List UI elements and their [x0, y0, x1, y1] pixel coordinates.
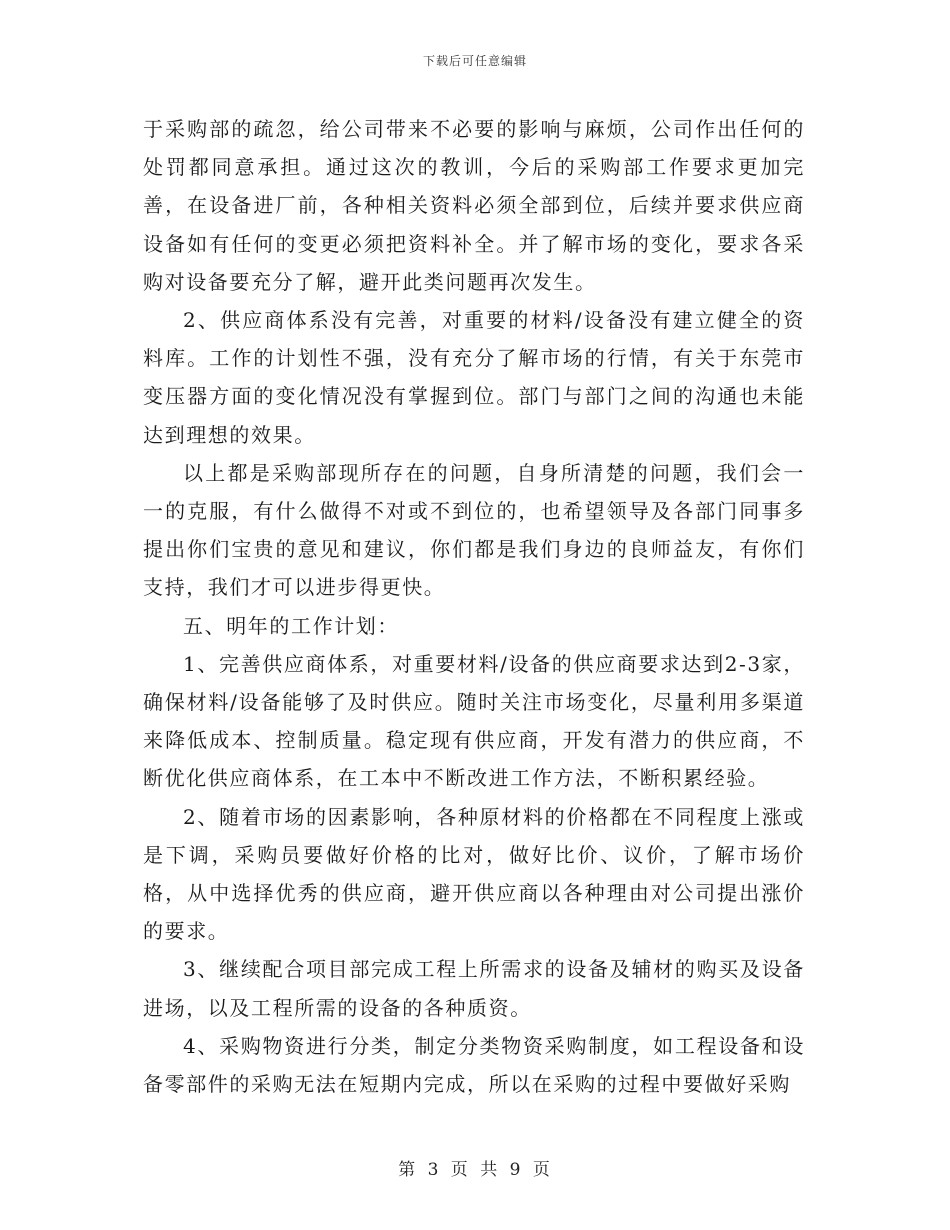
page-header: 下载后可任意编辑 — [422, 54, 527, 68]
plan-item-3: 3、继续配合项目部完成工程上所需求的设备及辅材的购买及设备进场，以及工程所需的设备的各种质资。 — [143, 957, 805, 1020]
plan-item-4: 4、采购物资进行分类，制定分类物资采购制度，如工程设备和设备零部件的采购无法在短期内完成，所以在采购的过程中要做好采购 — [143, 1033, 805, 1097]
paragraph-continuation: 于采购部的疏忽，给公司带来不必要的影响与麻烦，公司作出任何的处罚都同意承担。通过这次的教训，今后的采购部工作要求更加完善，在设备进厂前，各种相关资料必须全部到位，后续并要求供应商设备如有任何的变更必须把资料补全。并了解市场的变化，要求各采购对设备要充分了解，避开此类问题再次发生。 — [143, 117, 805, 294]
paragraph-item-2: 2、供应商体系没有完善，对重要的材料/设备没有建立健全的资料库。工作的计划性不强，没有充分了解市场的行情，有关于东莞市变压器方面的变化情况没有掌握到位。部门与部门之间的沟通也未能达到理想的效果。 — [143, 308, 805, 447]
page-footer: 第 3 页 共 9 页 — [398, 1160, 552, 1180]
document-body — [143, 110, 805, 1103]
section-heading-plan: 五、明年的工作计划： — [183, 613, 399, 638]
plan-item-1: 1、完善供应商体系，对重要材料/设备的供应商要求达到2-3家，确保材料/设备能够了及时供应。随时关注市场变化，尽量利用多渠道来降低成本、控制质量。稳定现有供应商，开发有潜力的供应商，不断优化供应商体系，在工本中不断改进工作方法，不断积累经验。 — [143, 651, 805, 791]
paragraph-summary: 以上都是采购部现所存在的问题，自身所清楚的问题，我们会一一的克服，有什么做得不对或不到位的，也希望领导及各部门同事多提出你们宝贵的意见和建议，你们都是我们身边的良师益友，有你们支持，我们才可以进步得更快。 — [143, 460, 805, 600]
plan-item-2: 2、随着市场的因素影响，各种原材料的价格都在不同程度上涨或是下调，采购员要做好价格的比对，做好比价、议价，了解市场价格，从中选择优秀的供应商，避开供应商以各种理由对公司提出涨价的要求。 — [143, 804, 805, 944]
